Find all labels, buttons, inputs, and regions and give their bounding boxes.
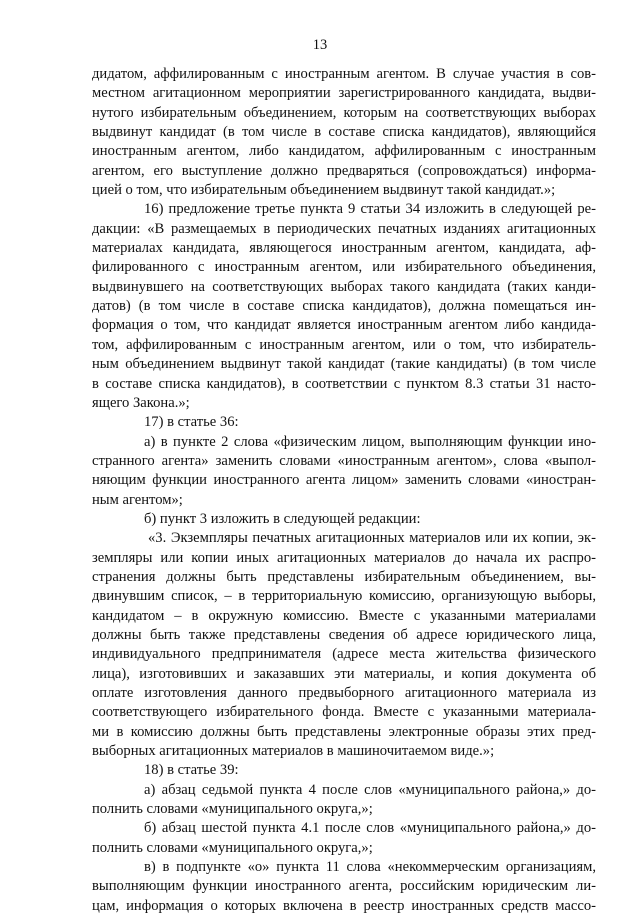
text-line: ми в комиссию должны быть представлены электронные образы этих пред-: [92, 723, 596, 740]
text-line: странного агента» заменить словами «иностранным агентом», слова «выпол-: [92, 452, 596, 469]
text-line: нутого избирательным объединением, которым на соответствующих выборах: [92, 104, 596, 121]
text-line: ящего Закона.»;: [92, 394, 190, 411]
text-line: 18) в статье 39:: [144, 762, 239, 779]
text-line: цией о том, что избирательным объединением выдвинут такой кандидат.»;: [92, 182, 556, 199]
text-line: оплате изготовления данного предвыборного агитационного материала из: [92, 685, 596, 701]
text-line: «3. Экземпляры печатных агитационных материалов или их копии, эк-: [148, 530, 596, 547]
text-line: выполняющим функции иностранного агента, российским юридическим ли-: [92, 878, 596, 895]
text-line: странения должны быть представлены избирательным объединением, вы-: [92, 568, 596, 585]
text-line: агентом, его выступление должно предваряться (сопровождаться) информа-: [92, 162, 596, 179]
text-line: филированного с иностранным агентом, или избирательного объединения,: [92, 259, 596, 276]
text-line: полнить словами «муниципального округа,»;: [92, 801, 373, 818]
text-line: выборных агитационных материалов в машиночитаемом виде.»;: [92, 743, 495, 760]
text-line: местном агитационном мероприятии зарегистрированного кандидата, выдви-: [92, 85, 596, 102]
text-line: лица), изготовивших и заказавших эти материалы, и копия документа об: [92, 665, 596, 682]
text-line: 16) предложение третье пункта 9 статьи 34 изложить в следующей ре-: [144, 201, 596, 218]
text-line: том, аффилированным с иностранным агентом, или о том, что избиратель-: [92, 336, 596, 353]
text-line: двинувшим список, – в территориальную комиссию, организующую выборы,: [92, 588, 596, 605]
page-number: 13: [312, 37, 328, 53]
text-line: иностранным агентом, либо кандидатом, аффилированным с иностранным: [92, 143, 596, 160]
text-line: датов) (в том числе в составе списка кандидатов), должна помещаться ин-: [92, 298, 596, 315]
text-line: материалах кандидата, являющегося иностранным агентом, кандидата, аф-: [92, 240, 596, 257]
text-line: формация о том, что кандидат является иностранным агентом либо кандида-: [92, 317, 596, 334]
text-line: а) в пункте 2 слова «физическим лицом, выполняющим функции ино-: [144, 433, 596, 450]
text-line: цам, информация о которых включена в реестр иностранных средств массо-: [92, 897, 596, 914]
text-line: а) абзац седьмой пункта 4 после слов «муниципального района,» до-: [144, 781, 596, 798]
text-line: полнить словами «муниципального округа,»;: [92, 839, 373, 856]
text-line: земпляры или копии иных агитационных материалов до начала их распро-: [92, 549, 596, 566]
document-body: [92, 65, 596, 916]
text-line: индивидуального предпринимателя (адресе места жительства физического: [92, 646, 596, 663]
text-line: выдвинувшего на соответствующих выборах такого кандидата (таких канди-: [92, 278, 596, 295]
text-line: выдвинут кандидат (в том числе в составе списка кандидатов), являющийся: [92, 124, 596, 141]
text-line: ным агентом»;: [92, 491, 183, 508]
text-line: в составе списка кандидатов), в соответствии с пунктом 8.3 статьи 31 насто-: [92, 375, 596, 392]
text-line: должны быть также представлены сведения об адресе юридического лица,: [92, 626, 596, 643]
text-line: ным объединением выдвинут такой кандидат (такие кандидаты) (в том числе: [92, 356, 596, 373]
text-line: 17) в статье 36:: [144, 414, 239, 431]
text-line: соответствующего избирательного фонда. Вместе с указанными материала-: [92, 704, 596, 721]
text-line: в) в подпункте «о» пункта 11 слова «некоммерческим организациям,: [144, 859, 596, 876]
text-line: няющим функции иностранного агента лицом» заменить словами «иностран-: [92, 472, 596, 489]
text-line: б) пункт 3 изложить в следующей редакции:: [144, 510, 421, 527]
text-line: дидатом, аффилированным с иностранным агентом. В случае участия в сов-: [92, 66, 596, 82]
text-line: кандидатом – в окружную комиссию. Вместе с указанными материалами: [92, 607, 596, 624]
text-line: б) абзац шестой пункта 4.1 после слов «муниципального района,» до-: [144, 820, 596, 837]
text-line: дакции: «В размещаемых в периодических печатных изданиях агитационных: [92, 220, 596, 237]
